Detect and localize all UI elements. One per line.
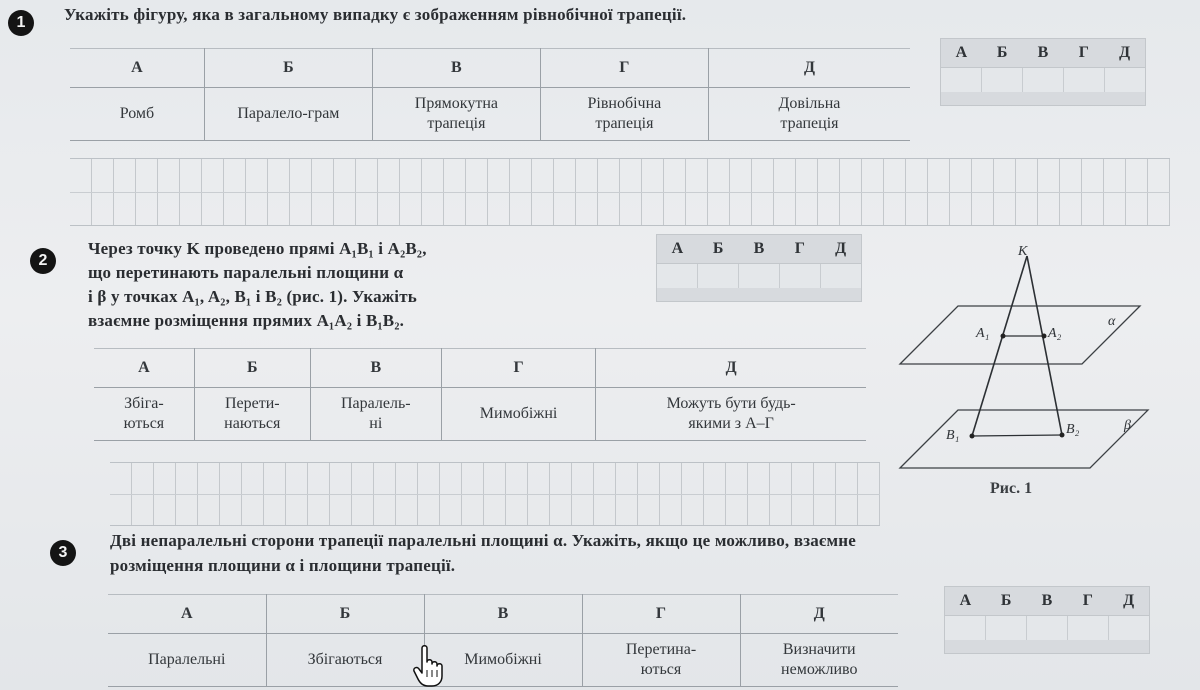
q2-answer-box[interactable] <box>656 234 862 302</box>
q1-work-grid <box>70 158 1170 226</box>
q1-answer-box[interactable] <box>940 38 1146 106</box>
q2-option-d-letter: Г <box>441 349 595 388</box>
q2-option-c-letter: В <box>310 349 441 388</box>
q3-answer-e[interactable]: Д <box>1123 592 1135 609</box>
q3-answer-a[interactable]: А <box>959 592 972 609</box>
q1-option-a-letter: А <box>70 49 204 88</box>
q2-option-e-letter: Д <box>596 349 866 388</box>
point-a1 <box>1001 334 1006 339</box>
q1-answer-b[interactable]: Б <box>996 44 1008 61</box>
q2-work-grid <box>110 462 880 526</box>
question-2-line-4: взаємне розміщення прямих A₁A₂ і B₁B₂. <box>88 311 405 330</box>
point-b2 <box>1060 433 1065 438</box>
q1-answer-a[interactable]: А <box>955 44 968 61</box>
q1-option-e-letter: Д <box>708 49 910 88</box>
q3-option-a-text: Паралельні <box>148 651 226 668</box>
figure-label-k: K <box>1018 244 1028 259</box>
q3-option-e-text: Визначити неможливо <box>740 634 898 687</box>
question-2-line-1: Через точку K проведено прямі A₁B₁ і A₂B₂, <box>88 239 427 258</box>
q2-answer-a[interactable]: А <box>671 240 684 257</box>
q3-answer-box[interactable] <box>944 586 1150 654</box>
question-3-line-1: Дві непаралельні сторони трапеції паралельні площині α. Укажіть, якщо це можливо, взаємне <box>110 531 856 550</box>
q2-option-c-text: Паралель-ні <box>310 388 441 441</box>
question-number-1: 1 <box>8 10 34 36</box>
q1-options-table <box>70 48 910 141</box>
figure-label-alpha: α <box>1108 314 1116 329</box>
hand-cursor-icon <box>412 644 446 688</box>
figure-caption: Рис. 1 <box>990 480 1033 497</box>
plane-beta <box>900 410 1148 468</box>
q3-options-table <box>108 594 898 687</box>
q2-option-d-text: Мимобіжні <box>441 388 595 441</box>
point-a2 <box>1042 334 1047 339</box>
q2-option-a-text: Збіга-ються <box>123 395 165 432</box>
figure-label-a2: A₂ <box>1048 326 1062 341</box>
figure-label-b2: B₂ <box>1066 422 1080 437</box>
figure-label-a1: A₁ <box>976 326 990 341</box>
q3-option-c-letter: В <box>424 595 582 634</box>
q1-option-d-letter: Г <box>540 49 708 88</box>
question-number-3: 3 <box>50 540 76 566</box>
q2-options-table <box>94 348 866 441</box>
line-a2b2 <box>1027 256 1062 435</box>
q3-answer-d[interactable]: Г <box>1082 592 1093 609</box>
question-number-2: 2 <box>30 248 56 274</box>
question-2-line-3: і β у точках A₁, A₂, B₁ і B₂ (рис. 1). Укажіть <box>88 287 417 306</box>
q2-option-b-letter: Б <box>194 349 310 388</box>
q3-option-d-text: Перетина-ються <box>582 634 740 687</box>
q1-answer-c[interactable]: В <box>1037 44 1049 61</box>
q1-option-c-text: Прямокутна трапеція <box>372 88 540 141</box>
q1-option-a-text: Ромб <box>119 105 155 122</box>
question-3-line-2: розміщення площини α і площини трапеції. <box>110 556 456 575</box>
question-2-line-2: що перетинають паралельні площини α <box>88 263 404 282</box>
q2-answer-e[interactable]: Д <box>835 240 847 257</box>
q2-option-e-text: Можуть бути будь-якими з А–Г <box>596 388 866 441</box>
figure-label-beta: β <box>1124 418 1131 433</box>
q3-answer-c[interactable]: В <box>1041 592 1053 609</box>
q3-option-b-text: Збігаються <box>266 634 424 687</box>
q3-option-a-letter: А <box>108 595 266 634</box>
line-a1b1 <box>972 256 1027 436</box>
q2-answer-c[interactable]: В <box>753 240 765 257</box>
q2-option-b-text: Перети-наються <box>194 388 310 441</box>
q3-option-c-text: Мимобіжні <box>424 634 582 687</box>
figure-label-b1: B₁ <box>946 428 960 443</box>
q1-option-d-text: Рівнобічна трапеція <box>540 88 708 141</box>
q1-answer-d[interactable]: Г <box>1078 44 1089 61</box>
segment-b1b2 <box>972 435 1062 436</box>
q1-option-c-letter: В <box>372 49 540 88</box>
q2-option-a-letter: А <box>94 349 194 388</box>
q2-answer-d[interactable]: Г <box>794 240 805 257</box>
point-b1 <box>970 434 975 439</box>
q2-figure-planes <box>890 236 1180 496</box>
q2-answer-b[interactable]: Б <box>712 240 724 257</box>
q3-option-e-letter: Д <box>740 595 898 634</box>
q1-option-e-text: Довільна трапеція <box>708 88 910 141</box>
plane-alpha <box>900 306 1140 364</box>
q1-answer-e[interactable]: Д <box>1119 44 1131 61</box>
question-1-text: Укажіть фігуру, яка в загальному випадку є зображенням рівнобічної трапеції. <box>64 5 687 24</box>
q3-option-b-letter: Б <box>266 595 424 634</box>
q1-option-b-letter: Б <box>204 49 372 88</box>
q1-option-b-text: Паралело-грам <box>204 88 372 141</box>
q3-option-d-letter: Г <box>582 595 740 634</box>
q3-answer-b[interactable]: Б <box>1000 592 1012 609</box>
